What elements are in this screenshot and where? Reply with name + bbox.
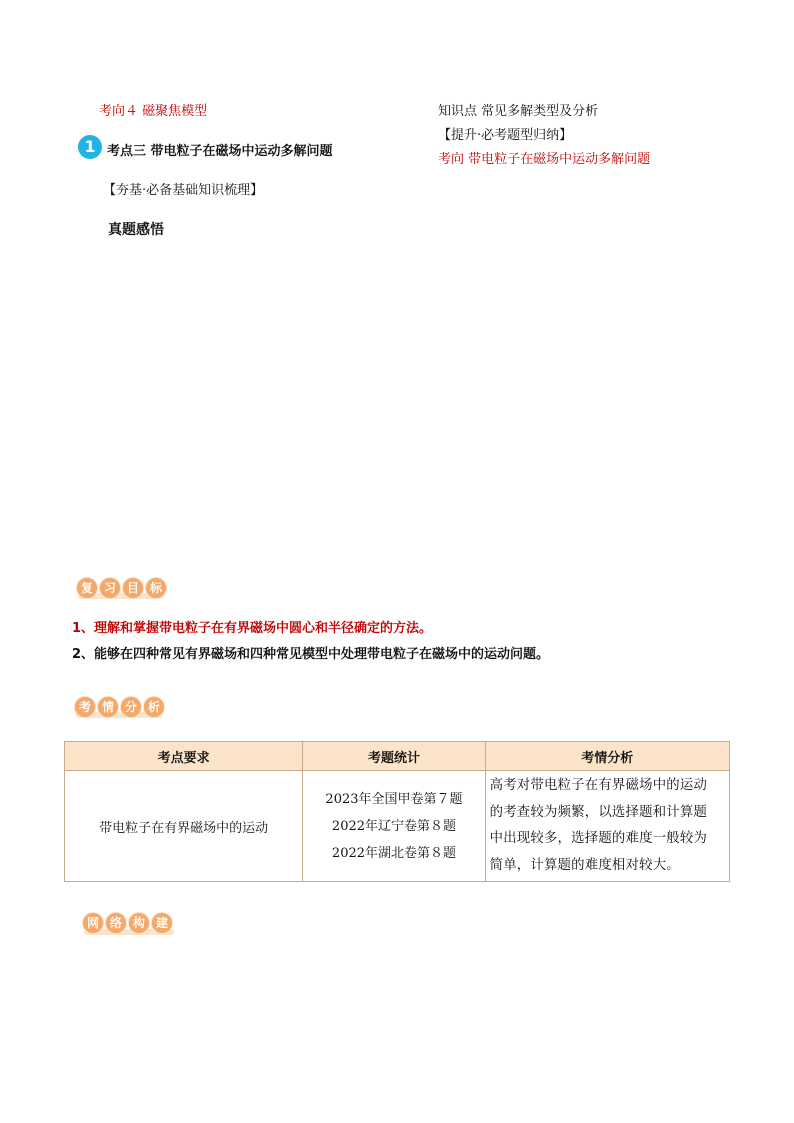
stat-item: 2022年湖北卷第８题: [331, 845, 457, 861]
header-statistics: 考题统计: [303, 742, 485, 771]
review-goals-badge: [76, 577, 167, 599]
badge-char: 考: [74, 696, 96, 718]
exam-analysis-badge: [74, 696, 165, 718]
direction-4-label: 考向４ 磁聚焦模型: [99, 104, 208, 119]
badge-char: 网: [82, 912, 104, 934]
badge-char: 标: [145, 577, 167, 599]
badge-char: 习: [99, 577, 121, 599]
table-row: [65, 771, 730, 882]
badge-char: 络: [105, 912, 127, 934]
section-title: 考点三 带电粒子在磁场中运动多解问题: [107, 144, 333, 159]
statistics-cell: [303, 771, 485, 882]
foundation-heading: 【夯基·必备基础知识梳理】: [103, 183, 264, 198]
analysis-line: 中出现较多，选择题的难度一般较为: [489, 831, 708, 846]
badge-char: 分: [120, 696, 142, 718]
badge-char: 析: [143, 696, 165, 718]
analysis-line: 简单，计算题的难度相对较大。: [489, 857, 680, 873]
analysis-cell: [485, 771, 729, 882]
improve-heading: 【提升·必考题型归纳】: [438, 128, 573, 143]
badge-char: 情: [97, 696, 119, 718]
badge-char: 复: [76, 577, 98, 599]
stat-item: 2022年辽宁卷第８题: [331, 818, 457, 834]
network-badge: [82, 912, 173, 934]
analysis-line: 的考查较为频繁，以选择题和计算题: [489, 804, 708, 820]
section-number-badge: 1: [78, 135, 102, 159]
badge-char: 建: [151, 912, 173, 934]
direction-label: 考向 带电粒子在磁场中运动多解问题: [438, 152, 651, 167]
knowledge-point-label: 知识点 常见多解类型及分析: [438, 104, 599, 119]
review-goal-1: 1、理解和掌握带电粒子在有界磁场中圆心和半径确定的方法。: [72, 621, 433, 636]
requirement-cell: 带电粒子在有界磁场中的运动: [65, 771, 303, 882]
header-analysis: 考情分析: [485, 742, 729, 771]
real-questions-heading: 真题感悟: [108, 222, 164, 238]
review-goal-2: 2、能够在四种常见有界磁场和四种常见模型中处理带电粒子在磁场中的运动问题。: [72, 647, 550, 662]
analysis-line: 高考对带电粒子在有界磁场中的运动: [489, 778, 708, 793]
badge-char: 目: [122, 577, 144, 599]
exam-analysis-table: [64, 741, 730, 882]
table-header-row: [65, 742, 730, 771]
stat-item: 2023年全国甲卷第７题: [325, 791, 463, 807]
header-requirement: 考点要求: [65, 742, 303, 771]
badge-char: 构: [128, 912, 150, 934]
